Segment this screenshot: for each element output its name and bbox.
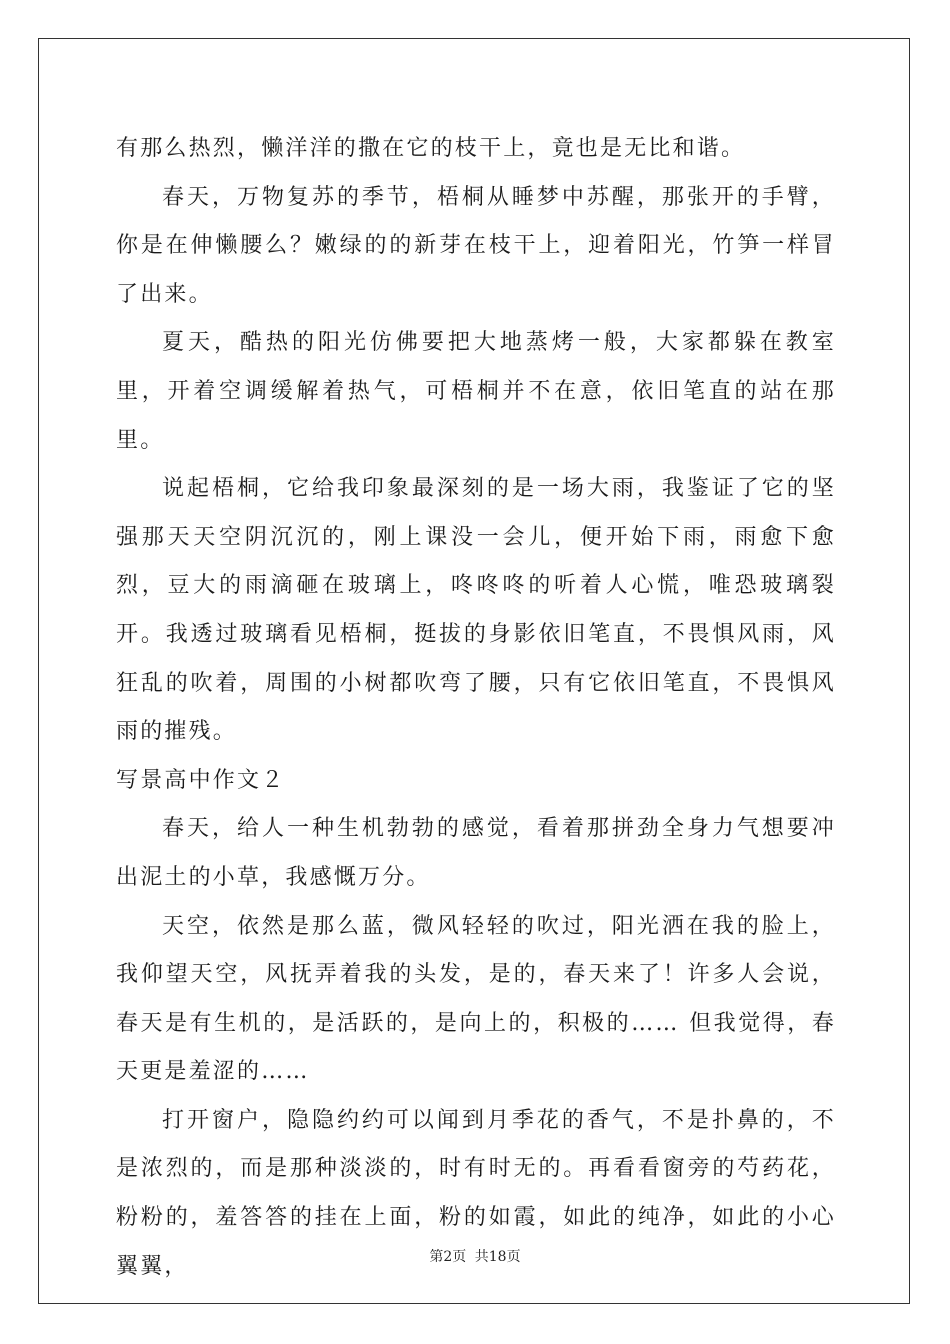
document-body [116,125,836,1291]
page-number: 第2页 [429,1249,467,1265]
paragraph-rainstorm: 说起梧桐，它给我印象最深刻的是一场大雨，我鉴证了它的坚强那天天空阴沉沉的，刚上课没一会儿，便开始下雨，雨愈下愈烈，豆大的雨滴砸在玻璃上，咚咚咚的听着人心慌，唯恐玻璃裂开。我透过玻璃看见梧桐，挺拔的身影依旧笔直，不畏惧风雨，风狂乱的吹着，周围的小树都吹弯了腰，只有它依旧笔直，不畏惧风雨的摧残。 [116,476,836,745]
paragraph-sky: 天空，依然是那么蓝，微风轻轻的吹过，阳光洒在我的脸上，我仰望天空，风抚弄着我的头发，是的，春天来了！许多人会说，春天是有生机的，是活跃的，是向上的，积极的…… 但我觉得，春天更是羞涩的…… [116,913,836,1085]
paragraph-window-flowers: 打开窗户，隐隐约约可以闻到月季花的香气，不是扑鼻的，不是浓烈的，而是那种淡淡的，时有时无的。再看看窗旁的芍药花，粉粉的，羞答答的挂在上面，粉的如霞，如此的纯净，如此的小心翼翼， [116,1107,836,1279]
paragraph-summer-wutong: 夏天，酷热的阳光仿佛要把大地蒸烤一般，大家都躲在教室里，开着空调缓解着热气，可梧桐并不在意，依旧笔直的站在那里。 [116,330,836,453]
essay-heading: 写景高中作文２ [116,767,286,793]
paragraph-continuation: 有那么热烈，懒洋洋的撒在它的枝干上，竟也是无比和谐。 [116,136,746,161]
page-footer [0,1246,950,1266]
page-total: 共18页 [474,1249,521,1265]
paragraph-spring-wutong: 春天，万物复苏的季节，梧桐从睡梦中苏醒，那张开的手臂，你是在伸懒腰么？嫩绿的的新芽在枝干上，迎着阳光，竹笋一样冒了出来。 [116,184,836,307]
paragraph-spring-grass: 春天，给人一种生机勃勃的感觉，看着那拼劲全身力气想要冲出泥土的小草，我感慨万分。 [116,816,836,890]
